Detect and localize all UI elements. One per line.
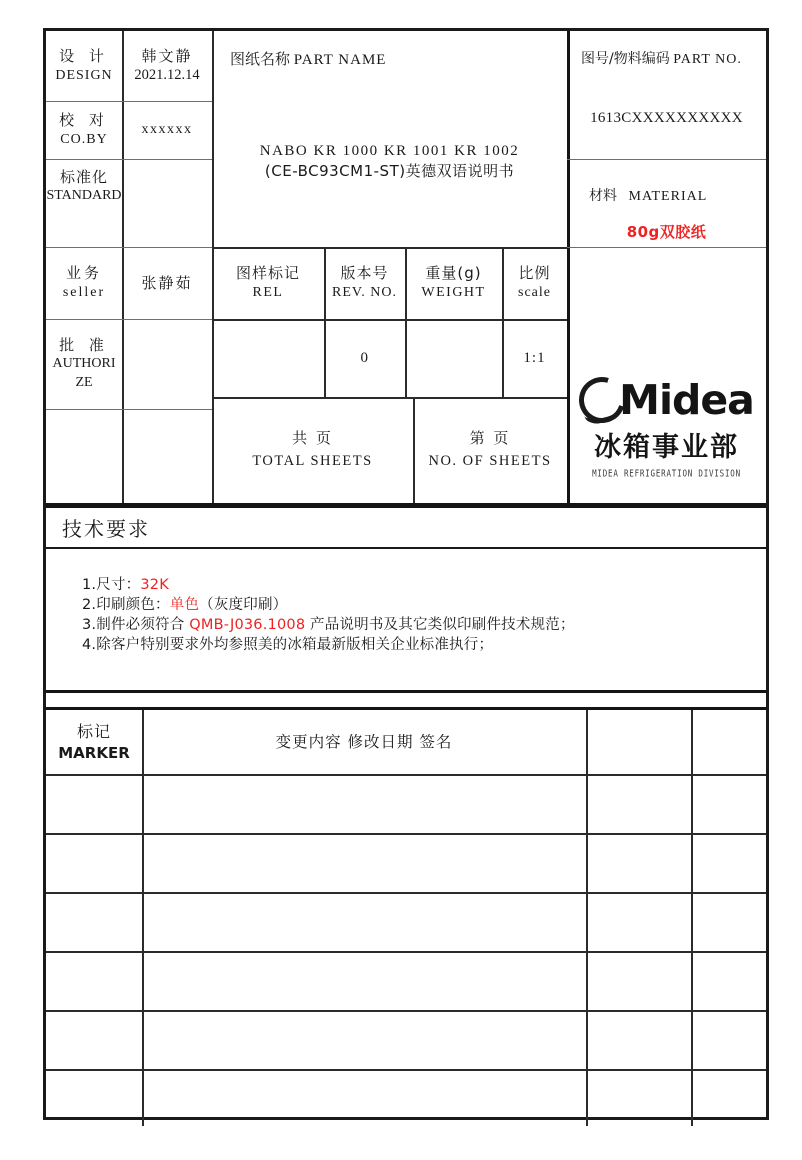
midea-division-en: MIDEA REFRIGERATION DIVISION bbox=[592, 468, 741, 480]
tech-item-pre: 印刷颜色： bbox=[96, 597, 170, 613]
material-text: 80g双胶纸 bbox=[626, 222, 707, 241]
standard-value-cell bbox=[122, 159, 212, 247]
check-value-cell bbox=[122, 101, 212, 159]
table-row bbox=[691, 892, 766, 951]
standard-label-cn: 标准化 bbox=[59, 168, 108, 186]
design-label-cn: 设 计 bbox=[59, 47, 109, 66]
spec-value-rel bbox=[212, 319, 324, 397]
table-row bbox=[142, 892, 586, 951]
total-sheets-en: TOTAL SHEETS bbox=[252, 453, 373, 470]
spec-value-scale bbox=[502, 319, 567, 397]
no-of-sheets-en: NO. OF SHEETS bbox=[428, 453, 552, 470]
table-row bbox=[586, 833, 691, 892]
part-name-header-en: PART NAME bbox=[293, 52, 387, 69]
spec-header-weight-cn: 重量(g) bbox=[425, 264, 482, 283]
spec-value-rev bbox=[324, 319, 405, 397]
seller-label-cn: 业务 bbox=[65, 264, 102, 283]
spec-header-weight-en: WEIGHT bbox=[421, 284, 486, 300]
table-row bbox=[46, 774, 142, 833]
table-row bbox=[586, 1069, 691, 1126]
tech-requirements-list bbox=[82, 575, 766, 655]
table-row bbox=[46, 1010, 142, 1069]
design-name: 韩文静 bbox=[141, 47, 193, 66]
spec-header-rev-en: REV. NO. bbox=[332, 284, 397, 300]
tech-item-pre: 尺寸： bbox=[96, 577, 141, 593]
table-row bbox=[691, 1010, 766, 1069]
total-sheets-cell bbox=[212, 397, 413, 503]
part-name-header bbox=[212, 45, 567, 75]
seller-label-en: seller bbox=[62, 284, 106, 300]
tech-requirements-title: 技术要求 bbox=[62, 517, 150, 541]
authorize-label-en-1: AUTHORI bbox=[52, 356, 116, 372]
table-row bbox=[586, 892, 691, 951]
title-block bbox=[46, 31, 766, 505]
tech-item-highlight: 32K bbox=[140, 577, 169, 593]
rev-header-col3 bbox=[586, 710, 691, 774]
tech-item-highlight: QMB-J036.1008 bbox=[189, 617, 306, 633]
tech-item-post: （灰度印刷） bbox=[199, 597, 288, 613]
part-name-value bbox=[212, 131, 567, 191]
revision-table bbox=[46, 707, 766, 1123]
midea-division-cn: 冰箱事业部 bbox=[594, 431, 739, 463]
table-row bbox=[142, 774, 586, 833]
rev-content-header: 变更内容 修改日期 签名 bbox=[275, 732, 453, 751]
design-label-cell bbox=[46, 31, 122, 101]
tech-item-pre: 制件必须符合 bbox=[96, 617, 190, 633]
spec-value-scale-text: 1:1 bbox=[523, 349, 546, 366]
tech-item-index: 2. bbox=[82, 597, 97, 613]
rev-marker-cn: 标记 bbox=[76, 722, 111, 742]
tech-item-index: 3. bbox=[82, 617, 97, 633]
midea-swoosh-icon bbox=[579, 377, 625, 423]
spec-value-weight bbox=[405, 319, 502, 397]
spec-header-scale-cn: 比例 bbox=[518, 264, 551, 283]
table-row bbox=[586, 951, 691, 1010]
table-row bbox=[691, 774, 766, 833]
table-row bbox=[142, 833, 586, 892]
table-row bbox=[691, 833, 766, 892]
midea-logo bbox=[567, 351, 766, 501]
drawing-sheet-border bbox=[43, 28, 769, 1120]
no-of-sheets-cell bbox=[413, 397, 567, 503]
authorize-value-cell bbox=[122, 319, 212, 409]
midea-wordmark: Midea bbox=[619, 375, 754, 424]
table-row bbox=[142, 1069, 586, 1126]
design-date: 2021.12.14 bbox=[134, 67, 200, 84]
seller-label-cell bbox=[46, 247, 122, 319]
table-row bbox=[691, 1069, 766, 1126]
authorize-label-en-2: ZE bbox=[75, 375, 93, 391]
check-name: xxxxxx bbox=[141, 121, 193, 137]
part-name-line1: NABO KR 1000 KR 1001 KR 1002 bbox=[259, 142, 520, 159]
table-row bbox=[586, 1010, 691, 1069]
tech-item bbox=[82, 575, 766, 595]
table-row bbox=[142, 1010, 586, 1069]
rev-header-content bbox=[142, 710, 586, 774]
part-no-text: 1613CXXXXXXXXXX bbox=[590, 109, 743, 126]
part-name-header-cn: 图纸名称 bbox=[230, 50, 291, 69]
material-header-cn: 材料 bbox=[589, 188, 617, 205]
part-no-header-en: PART NO. bbox=[673, 52, 742, 68]
tech-item-index: 1. bbox=[82, 577, 97, 593]
spec-header-rel-cn: 图样标记 bbox=[235, 264, 300, 283]
no-of-sheets-cn: 第 页 bbox=[469, 429, 511, 448]
check-label-cn: 校 对 bbox=[59, 111, 109, 130]
spec-header-rev bbox=[324, 247, 405, 319]
spec-header-rel-en: REL bbox=[252, 284, 284, 300]
spec-value-rev-text: 0 bbox=[360, 349, 369, 366]
grid-hline-9 bbox=[567, 159, 766, 160]
part-no-header-cn: 图号/物料编码 bbox=[581, 51, 670, 68]
material-header-en: MATERIAL bbox=[628, 189, 708, 205]
table-row bbox=[46, 1069, 142, 1126]
seller-name: 张静茹 bbox=[141, 273, 193, 292]
table-row bbox=[142, 951, 586, 1010]
part-no-header bbox=[567, 45, 766, 75]
spec-header-scale-en: scale bbox=[518, 284, 551, 300]
tech-item-pre: 除客户特别要求外均参照美的冰箱最新版相关企业标准执行； bbox=[96, 637, 494, 653]
table-row bbox=[46, 892, 142, 951]
material-value bbox=[567, 219, 766, 245]
authorize-label-cn: 批 准 bbox=[59, 335, 109, 354]
tech-item bbox=[82, 615, 766, 635]
table-row bbox=[46, 833, 142, 892]
table-row bbox=[691, 951, 766, 1010]
grid-hline-10 bbox=[567, 247, 766, 248]
rev-header-marker bbox=[46, 710, 142, 774]
total-sheets-cn: 共 页 bbox=[292, 429, 333, 448]
design-value-cell bbox=[122, 31, 212, 101]
standard-label-en: STANDARD bbox=[46, 188, 122, 204]
standard-label-cell bbox=[46, 159, 122, 247]
part-name-line2: (CE-BC93CM1-ST)英德双语说明书 bbox=[264, 162, 515, 180]
spec-header-rev-cn: 版本号 bbox=[340, 264, 389, 283]
tech-requirements-header bbox=[46, 505, 766, 549]
material-header bbox=[567, 183, 766, 211]
blank-value-cell bbox=[122, 409, 212, 503]
tech-item-post: 产品说明书及其它类似印刷件技术规范； bbox=[305, 617, 575, 633]
blank-label-cell bbox=[46, 409, 122, 503]
design-label-en: DESIGN bbox=[55, 67, 113, 83]
authorize-label-cell bbox=[46, 319, 122, 409]
check-label-en: CO.BY bbox=[60, 131, 108, 147]
seller-value-cell bbox=[122, 247, 212, 319]
check-label-cell bbox=[46, 101, 122, 159]
tech-item-highlight: 单色 bbox=[169, 597, 200, 613]
table-row bbox=[586, 774, 691, 833]
table-row bbox=[46, 951, 142, 1010]
spec-header-weight bbox=[405, 247, 502, 319]
tech-item-index: 4. bbox=[82, 637, 97, 653]
part-no-value bbox=[567, 103, 766, 133]
spec-header-rel bbox=[212, 247, 324, 319]
tech-item bbox=[82, 635, 766, 655]
spec-header-scale bbox=[502, 247, 567, 319]
tech-requirements-body bbox=[46, 549, 766, 693]
rev-header-col4 bbox=[691, 710, 766, 774]
tech-item bbox=[82, 595, 766, 615]
rev-marker-en: MARKER bbox=[58, 743, 130, 762]
